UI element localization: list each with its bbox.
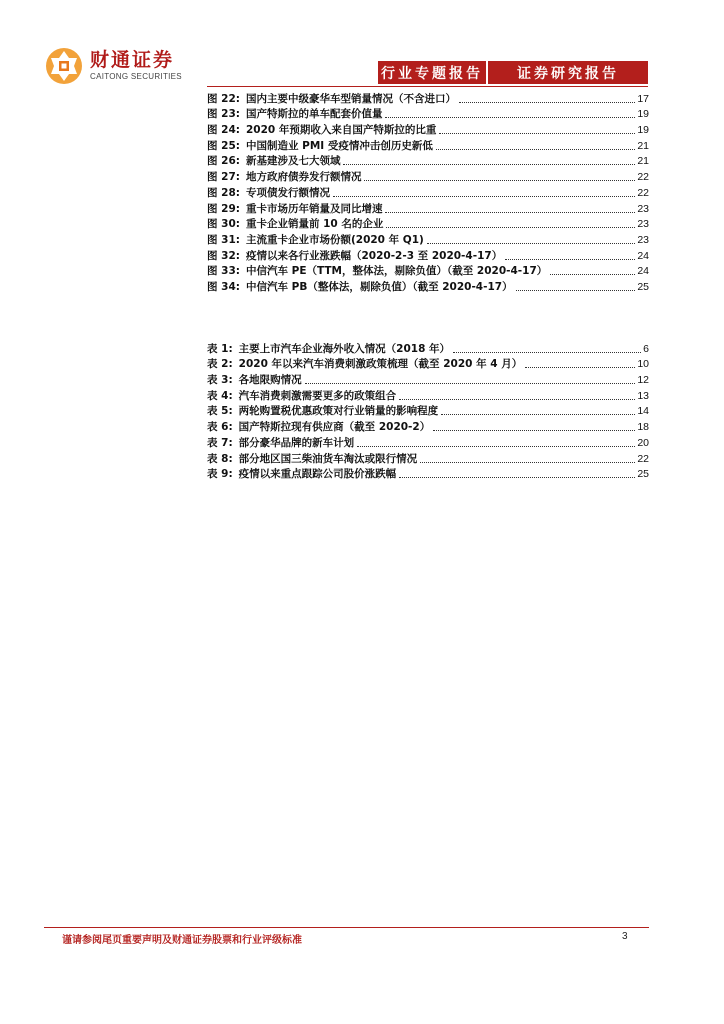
toc-entry-label: 表 9:	[207, 468, 233, 481]
toc-entry-title: 中国制造业 PMI 受疫情冲击创历史新低	[245, 139, 433, 152]
toc-entry-title: 主要上市汽车企业海外收入情况（2018 年）	[238, 342, 451, 355]
toc-entry-label: 表 1:	[207, 342, 233, 355]
toc-entry-label: 图 28:	[207, 186, 240, 199]
toc-leader-dots	[357, 446, 635, 447]
toc-leader-dots	[399, 477, 635, 478]
toc-entry-title: 疫情以来各行业涨跌幅（2020-2-3 至 2020-4-17）	[245, 249, 503, 262]
toc-leader-dots	[459, 102, 635, 103]
figure-toc-entry[interactable]	[207, 168, 649, 184]
report-category-tab: 证券研究报告	[488, 61, 648, 84]
toc-entry-title: 2020 年以来汽车消费刺激政策梳理（截至 2020 年 4 月）	[238, 358, 523, 371]
toc-entry-page: 21	[637, 139, 649, 152]
toc-entry-title: 部分地区国三柴油货车淘汰或限行情况	[238, 452, 418, 465]
toc-entry-label: 图 33:	[207, 265, 240, 278]
figure-toc-entry[interactable]	[207, 106, 649, 122]
toc-entry-page: 17	[637, 92, 649, 105]
toc-entry-page: 19	[637, 124, 649, 137]
toc-leader-dots	[420, 462, 635, 463]
toc-entry-title: 部分豪华品牌的新车计划	[238, 436, 355, 449]
toc-entry-title: 中信汽车 PE（TTM，整体法，剔除负值）（截至 2020-4-17）	[245, 265, 548, 278]
toc-entry-title: 疫情以来重点跟踪公司股价涨跌幅	[238, 468, 397, 481]
table-toc-entry[interactable]	[207, 356, 649, 372]
toc-entry-page: 6	[643, 342, 649, 355]
logo-en-text: CAITONG SECURITIES	[90, 72, 182, 81]
toc-entry-label: 表 7:	[207, 436, 233, 449]
figure-toc-entry[interactable]	[207, 184, 649, 200]
figure-toc-entry[interactable]	[207, 121, 649, 137]
toc-leader-dots	[399, 399, 635, 400]
toc-entry-page: 25	[637, 468, 649, 481]
toc-entry-title: 两轮购置税优惠政策对行业销量的影响程度	[238, 405, 439, 418]
figure-toc-entry[interactable]	[207, 278, 649, 294]
toc-entry-page: 13	[637, 389, 649, 402]
toc-leader-dots	[386, 227, 635, 228]
toc-entry-page: 12	[637, 374, 649, 387]
logo-cn-text: 财通证券	[90, 49, 175, 71]
figure-list	[207, 90, 649, 294]
toc-entry-page: 14	[637, 405, 649, 418]
toc-leader-dots	[525, 367, 635, 368]
toc-leader-dots	[343, 164, 635, 165]
toc-entry-page: 19	[637, 108, 649, 121]
table-toc-entry[interactable]	[207, 434, 649, 450]
toc-entry-label: 表 3:	[207, 374, 233, 387]
company-logo	[44, 46, 182, 86]
figure-toc-entry[interactable]	[207, 200, 649, 216]
figure-toc-entry[interactable]	[207, 153, 649, 169]
toc-entry-title: 汽车消费刺激需要更多的政策组合	[238, 389, 397, 402]
toc-entry-label: 图 29:	[207, 202, 240, 215]
toc-entry-label: 表 4:	[207, 389, 233, 402]
report-type-tab: 行业专题报告	[378, 61, 486, 84]
toc-leader-dots	[385, 212, 635, 213]
toc-leader-dots	[453, 352, 641, 353]
page-number: 3	[622, 931, 628, 942]
toc-entry-label: 表 8:	[207, 452, 233, 465]
toc-leader-dots	[427, 243, 635, 244]
toc-entry-page: 18	[637, 421, 649, 434]
toc-entry-title: 主流重卡企业市场份额(2020 年 Q1)	[245, 233, 424, 246]
toc-leader-dots	[436, 149, 635, 150]
figure-toc-entry[interactable]	[207, 231, 649, 247]
toc-entry-label: 图 30:	[207, 218, 240, 231]
toc-entry-title: 国产特斯拉的单车配套价值量	[245, 108, 383, 121]
toc-entry-page: 23	[637, 218, 649, 231]
toc-leader-dots	[433, 430, 635, 431]
table-toc-entry[interactable]	[207, 387, 649, 403]
toc-entry-title: 中信汽车 PB（整体法，剔除负值）（截至 2020-4-17）	[245, 280, 513, 293]
figure-toc-entry[interactable]	[207, 263, 649, 279]
figure-toc-entry[interactable]	[207, 216, 649, 232]
toc-entry-label: 表 5:	[207, 405, 233, 418]
toc-entry-label: 图 23:	[207, 108, 240, 121]
toc-entry-title: 国内主要中级豪华车型销量情况（不含进口）	[245, 92, 456, 105]
table-toc-entry[interactable]	[207, 466, 649, 482]
toc-entry-label: 图 25:	[207, 139, 240, 152]
toc-entry-page: 22	[637, 171, 649, 184]
footer-divider	[44, 927, 649, 928]
table-toc-entry[interactable]	[207, 340, 649, 356]
footer-disclaimer: 谨请参阅尾页重要声明及财通证券股票和行业评级标准	[62, 935, 302, 946]
toc-entry-page: 23	[637, 202, 649, 215]
table-toc-entry[interactable]	[207, 371, 649, 387]
toc-entry-label: 图 22:	[207, 92, 240, 105]
toc-entry-label: 图 24:	[207, 124, 240, 137]
toc-entry-label: 图 26:	[207, 155, 240, 168]
table-toc-entry[interactable]	[207, 450, 649, 466]
toc-entry-title: 重卡市场历年销量及同比增速	[245, 202, 383, 215]
table-list	[207, 340, 649, 481]
toc-entry-page: 25	[637, 280, 649, 293]
figure-toc-entry[interactable]	[207, 247, 649, 263]
toc-entry-page: 22	[637, 452, 649, 465]
toc-leader-dots	[505, 259, 635, 260]
toc-entry-label: 表 6:	[207, 421, 233, 434]
toc-leader-dots	[385, 117, 635, 118]
toc-entry-title: 2020 年预期收入来自国产特斯拉的比重	[245, 124, 437, 137]
toc-leader-dots	[439, 133, 635, 134]
table-toc-entry[interactable]	[207, 403, 649, 419]
toc-entry-title: 国产特斯拉现有供应商（截至 2020-2）	[238, 421, 431, 434]
toc-entry-title: 各地限购情况	[238, 374, 302, 387]
toc-entry-label: 图 31:	[207, 233, 240, 246]
toc-entry-title: 地方政府债券发行额情况	[245, 171, 362, 184]
toc-entry-label: 图 32:	[207, 249, 240, 262]
table-toc-entry[interactable]	[207, 418, 649, 434]
logo-coin-icon	[44, 46, 84, 86]
toc-leader-dots	[364, 180, 635, 181]
toc-entry-label: 图 27:	[207, 171, 240, 184]
toc-leader-dots	[516, 290, 636, 291]
toc-leader-dots	[441, 414, 635, 415]
toc-leader-dots	[550, 274, 635, 275]
figure-toc-entry[interactable]	[207, 137, 649, 153]
toc-entry-page: 24	[637, 249, 649, 262]
toc-entry-label: 图 34:	[207, 280, 240, 293]
toc-entry-page: 22	[637, 186, 649, 199]
toc-entry-title: 新基建涉及七大领域	[245, 155, 341, 168]
toc-entry-page: 21	[637, 155, 649, 168]
toc-leader-dots	[333, 196, 635, 197]
toc-entry-title: 专项债发行额情况	[245, 186, 330, 199]
toc-entry-page: 10	[637, 358, 649, 371]
toc-entry-label: 表 2:	[207, 358, 233, 371]
toc-entry-page: 23	[637, 233, 649, 246]
toc-entry-page: 24	[637, 265, 649, 278]
toc-entry-page: 20	[637, 436, 649, 449]
toc-leader-dots	[305, 383, 636, 384]
figure-toc-entry[interactable]	[207, 90, 649, 106]
header-divider	[207, 86, 648, 87]
toc-entry-title: 重卡企业销量前 10 名的企业	[245, 218, 384, 231]
